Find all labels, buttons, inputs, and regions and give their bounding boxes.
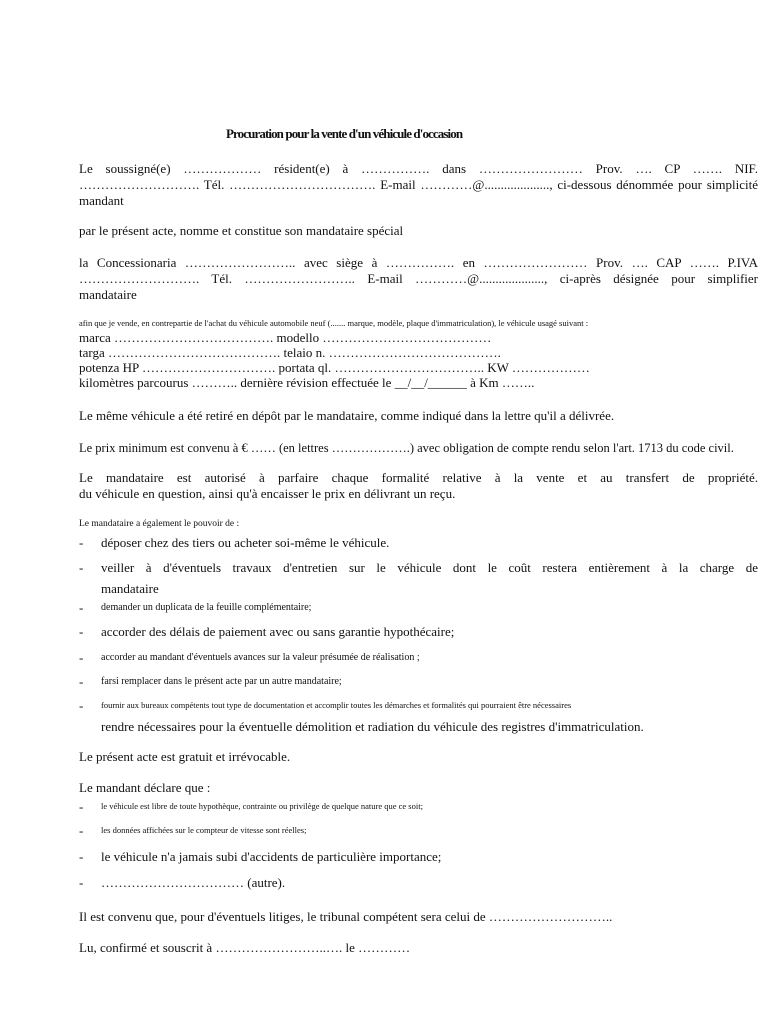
gratuit-line: Le présent acte est gratuit et irrévocable. bbox=[79, 749, 291, 764]
vehicle-potenza: potenza HP …………………………. portata ql. …………………………….. KW ……………… bbox=[79, 360, 590, 375]
pouvoir-item-3: demander un duplicata de la feuille complémentaire; bbox=[101, 602, 312, 613]
mandataire-line-2: ………………………. Tél. …………………….. E-mail …………@...................., ci-après désignée pour simplifier bbox=[79, 271, 758, 286]
mandataire-paragraph bbox=[79, 255, 758, 303]
pouvoir-item-5: accorder au mandant d'éventuels avances sur la valeur présumée de réalisation ; bbox=[101, 652, 420, 663]
mandant-line-1: Le soussigné(e) ……………… résident(e) à ……………. dans …………………… Prov. …. CP ……. NIF. bbox=[79, 161, 758, 176]
bullet-dash: - bbox=[79, 849, 84, 864]
pouvoir-item-2-continuation: mandataire bbox=[101, 581, 159, 596]
vehicle-intro: afin que je vende, en contrepartie de l'achat du véhicule automobile neuf (....... marque, modèle, plaque d'immatriculation), le véhicule usagé suivant : bbox=[79, 318, 589, 328]
mandant-line-3: mandant bbox=[79, 193, 124, 208]
pouvoir-intro: Le mandataire a également le pouvoir de : bbox=[79, 519, 240, 529]
pouvoir-item-2: veiller à d'éventuels travaux d'entretien sur le véhicule dont le coût restera entièrement à la charge de bbox=[101, 560, 758, 575]
bullet-dash: - bbox=[79, 535, 84, 550]
document-title: Procuration pour la vente d'un véhicule d'occasion bbox=[226, 126, 463, 141]
bullet-dash: - bbox=[79, 600, 84, 615]
pouvoir-item-6: farsi remplacer dans le présent acte par un autre mandataire; bbox=[101, 676, 342, 687]
mandant-line-2: ………………………. Tél. ……………………………. E-mail …………@...................., ci-dessous dénommée pour simplicité bbox=[79, 177, 758, 192]
autorise-line-1: Le mandataire est autorisé à parfaire chaque formalité relative à la vente et au transfert de propriété. bbox=[79, 470, 758, 485]
constitute-line: par le présent acte, nomme et constitue son mandataire spécial bbox=[79, 223, 404, 238]
bullet-dash: - bbox=[79, 624, 84, 639]
declare-intro: Le mandant déclare que : bbox=[79, 780, 211, 795]
mandataire-line-1: la Concessionaria …………………….. avec siège à ……………. en …………………… Prov. …. CAP ……. P.IVA bbox=[79, 255, 758, 270]
tribunal-line: Il est convenu que, pour d'éventuels litiges, le tribunal compétent sera celui de ……………………….. bbox=[79, 909, 613, 924]
pouvoir-item-7: fournir aux bureaux compétents tout type de documentation et accomplir toutes les démarches et formalités qui pourraient être nécessaires bbox=[101, 700, 572, 710]
vehicle-marca: marca ………………………………. modello ………………………………… bbox=[79, 330, 492, 345]
declare-item-3: le véhicule n'a jamais subi d'accidents de particulière importance; bbox=[101, 849, 442, 864]
bullet-dash: - bbox=[79, 875, 84, 890]
bullet-dash: - bbox=[79, 799, 84, 814]
pouvoir-item-4: accorder des délais de paiement avec ou sans garantie hypothécaire; bbox=[101, 624, 455, 639]
retire-line: Le même véhicule a été retiré en dépôt par le mandataire, comme indiqué dans la lettre qu'il a délivrée. bbox=[79, 408, 615, 423]
mandataire-line-3: mandataire bbox=[79, 287, 137, 302]
bullet-dash: - bbox=[79, 823, 84, 838]
signature-line: Lu, confirmé et souscrit à ……………………..…. le ………… bbox=[79, 940, 411, 955]
declare-item-1: le véhicule est libre de toute hypothèque, contrainte ou privilège de quelque nature que ce soit; bbox=[101, 801, 423, 811]
bullet-dash: - bbox=[79, 674, 84, 689]
bullet-dash: - bbox=[79, 560, 84, 575]
declare-item-4: …………………………… (autre). bbox=[101, 875, 286, 890]
bullet-dash: - bbox=[79, 650, 84, 665]
mandant-paragraph bbox=[79, 161, 758, 209]
autorise-line-2: du véhicule en question, ainsi qu'à encaisser le prix en délivrant un reçu. bbox=[79, 486, 456, 501]
prix-line: Le prix minimum est convenu à € …… (en lettres ……………….) avec obligation de compte rendu selon l'art. 1713 du code civil. bbox=[79, 441, 734, 455]
vehicle-block bbox=[79, 316, 758, 390]
vehicle-km: kilomètres parcourus ……….. dernière révision effectuée le __/__/______ à Km …….. bbox=[79, 375, 535, 390]
pouvoir-item-1: déposer chez des tiers ou acheter soi-même le véhicule. bbox=[101, 535, 390, 550]
bullet-dash: - bbox=[79, 698, 84, 713]
pouvoir-item-7-continuation: rendre nécessaires pour la éventuelle démolition et radiation du véhicule des registres d'immatriculation. bbox=[101, 719, 644, 734]
autorise-paragraph bbox=[79, 470, 758, 502]
declare-item-2: les données affichées sur le compteur de vitesse sont réelles; bbox=[101, 825, 307, 835]
vehicle-targa: targa …………………………………. telaio n. …………………………………. bbox=[79, 345, 501, 360]
